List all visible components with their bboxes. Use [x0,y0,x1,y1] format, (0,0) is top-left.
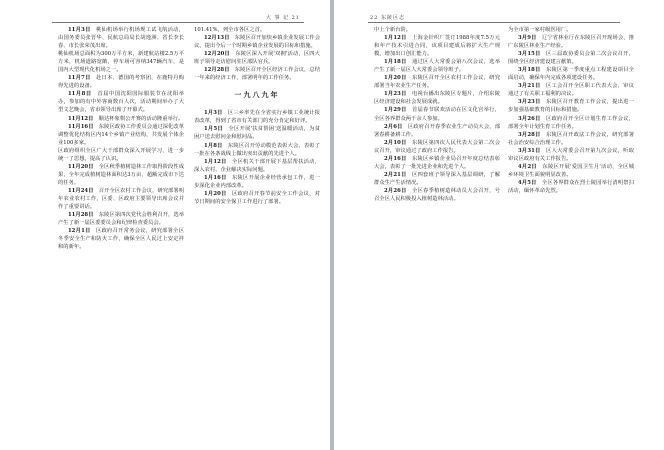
chronicle-entry [374,90,500,106]
entry-date: 4月2日 [518,163,543,170]
right-header-rule [368,22,620,23]
entry-date: 2月6日 [384,123,408,130]
right-column-1 [374,26,500,203]
entry-date: 1月29日 [384,107,413,114]
entry-text: 区政府召开常务会议，研究部署全区冬季安全生产和防火工作，确保全区人民过上安定祥和的新年。 [58,228,184,251]
entry-date: 12月20日 [204,51,236,58]
left-page-header: 大 事 记 21 [265,15,300,21]
entry-date: 11月8日 [68,91,98,98]
entry-date: 11月16日 [68,123,99,130]
entry-text: 东陵区深入开展'双拥'活动，区四大班子领导走访慰问驻区部队官兵。 [194,51,320,66]
entry-text: 首届中国沈阳国际服装节在沈阳举办，参加的有中外客商数百人次，活动期间举办了大型文艺晚会，省市领导出席了开幕式。 [58,91,184,114]
entry-date: 11月12日 [68,115,99,122]
chronicle-entry [58,115,184,123]
entry-text: 东陵区召开教育工作会议，提出进一步加强基础教育的目标和措施。 [508,99,634,114]
chronicle-entry [508,26,634,34]
entry-text: 东陵区召开全区农村工作会议，研究部署当年农业生产任务。 [374,75,500,90]
entry-date: 12月28日 [204,67,235,74]
entry-text: 区四套班子领导深入基层调研，了解群众生产生活情况。 [374,171,500,186]
chronicle-entry [374,155,500,171]
chronicle-entry [508,163,634,179]
left-header-rule [52,22,304,23]
chronicle-entry [508,147,634,163]
entry-date: 1月3日 [204,110,228,117]
entry-date: 3月28日 [518,131,547,138]
chronicle-entry [508,82,634,98]
right-page-header: 22 东陵区志 [370,15,405,21]
entry-text: 桃仙机场举行机场规工试飞航活动，由国务委员张晋华、民航总局局长胡逸洲、省长李长春、市长张荣茂出席。 [58,27,184,50]
entry-date: 1月12日 [384,35,412,42]
entry-date: 11月28日 [68,212,99,219]
entry-text: 全区开展'扶贫帮困'送温暖活动，为贫困户送去慰问金和慰问品。 [194,126,320,141]
entry-text: 东陵区召开劳动模范表彰大会，表彰了一批在各条战线上做出突出贡献的先进个人。 [194,142,320,157]
entry-text: 为全市第一家村级医用厂。 [508,27,572,33]
chronicle-entry [374,58,500,74]
chronicle-entry [194,158,320,174]
entry-date: 12月1日 [68,228,97,235]
chronicle-entry [374,139,500,155]
chronicle-entry [58,163,184,187]
chronicle-entry [194,142,320,158]
entry-text: 首届春节联欢活动在区文化宫举行，全区各界群众两千余人参加。 [374,107,500,122]
chronicle-entry [58,74,184,90]
chronicle-entry [58,90,184,114]
entry-date: 2月10日 [384,139,413,146]
entry-text: 东陵区政协工作委员会通过深化改革调整优化结构区内14个乡镇产业结构，共发展个体企业100多家。 [58,123,184,146]
entry-date: 4月5日 [518,179,542,186]
entry-text: 东陵区第一季度重点工程建设项目全面启动，确保年内完成各项建设任务。 [508,67,634,82]
chronicle-entry [194,174,320,190]
entry-date: 1月18日 [384,59,413,66]
entry-date: 2月16日 [384,155,413,162]
entry-date: 11月3日 [68,27,97,33]
chronicle-entry [508,50,634,66]
entry-date: 1月16日 [204,174,233,181]
entry-text: 东陵区乡镇企业局召开年度总结表彰大会，表彰了一批先进企业和先进个人。 [374,155,500,170]
entry-text: 区政府召开全区计划生育工作会议，部署全年计划生育工作任务。 [508,115,634,130]
entry-date: 1月20日 [384,75,413,82]
entry-date: 1月20日 [204,190,233,197]
entry-text: 区工会召开全区职工代表大会，审议通过了有关职工福利的决议。 [508,83,634,98]
entry-text: 全区秋季植树造林工作取得阶段性成果，全年完成植树造林面积达3万亩，超额完成市下达的任务。 [58,163,184,186]
entry-date: 3月23日 [518,99,547,106]
chronicle-entry [58,187,184,211]
left-column-2 [194,26,320,206]
entry-text: 区政府召开春节前安全工作会议，对节日期间的安全保卫工作进行了部署。 [194,190,320,205]
chronicle-entry [508,131,634,147]
chronicle-entry [374,187,500,203]
entry-text: 全区春季植树造林动员大会召开，号召全区人民积极投入植树造林活动。 [374,187,500,202]
entry-date: 11月7日 [68,75,97,82]
entry-text: 区政府召开春季农业生产动员大会，部署春耕备耕工作。 [374,123,500,138]
chronicle-entry [374,123,500,139]
chronicle-entry [508,115,634,131]
chronicle-entry [194,125,320,141]
chronicle-entry [194,34,320,50]
entry-date: 11月20日 [68,163,99,170]
chronicle-entry [374,26,500,34]
entry-text: 顺达杯象棋公开赛的活动隆重举行。 [98,115,184,122]
chronicle-entry [374,34,500,58]
entry-date: 1月5日 [204,126,229,133]
chronicle-entry [194,190,320,206]
entry-text: 全区机关干部开展下基层帮扶活动，深入农村、企业解决实际问题。 [194,158,320,173]
entry-date: 1月23日 [384,91,413,98]
entry-date: 3月21日 [518,83,547,90]
entry-date: 1月12日 [204,158,233,165]
chronicle-entry [58,26,184,50]
chronicle-entry [374,74,500,90]
entry-text: 东陵区召开加快乡镇企业发展工作会议，提出今后一个时期乡镇企业发展的目标和措施。 [194,35,320,50]
chronicle-entry [58,50,184,74]
entry-date: 2月21日 [384,171,413,178]
chronicle-entry [194,26,320,34]
entry-text: 桃仙机场总面积为300万平方米，新建航站楼2.5万平方米，机场道路宽敞，停车场可容纳347辆汽车，是国内大型现代化机场之一。 [58,51,184,74]
chronicle-entry [508,98,634,114]
entry-date: 3月18日 [518,67,547,74]
chronicle-entry [194,109,320,125]
entry-text: 区三届政协委员会第二次会议召开，围绕全区经济建设建言献策。 [508,51,634,66]
entry-text: 东陵区开展'爱国卫生月'活动，全区城乡环境卫生面貌明显改善。 [508,163,634,178]
chronicle-entry [194,66,320,82]
entry-text: 辽宁省林业厅在东陵区召开现场会，推广东陵区林业生产经验。 [508,35,634,50]
entry-text: 区三乡率先在全省实行乡镇工业统计报表改革，得到了省市有关部门的充分肯定和好评。 [194,110,320,125]
right-page [334,0,664,450]
entry-text: 召开全区农村工作会议，研究部署明年农业农村工作，区委、区政府主要领导出席会议并作了重要讲话。 [58,187,184,211]
chronicle-entry [58,147,184,163]
right-column-2 [508,26,634,195]
chronicle-entry [508,66,634,82]
entry-date: 3月26日 [518,115,547,122]
chronicle-entry [58,123,184,147]
entry-text: 东陵区召开全区经济工作会议，总结一年来的经济工作，部署明年的工作任务。 [194,67,320,82]
chronicle-entry [508,34,634,50]
entry-date: 1月8日 [204,142,228,149]
entry-text: 东陵区第四次人民代表大会第二次会议召开，审议通过了政府工作报告。 [374,139,500,154]
entry-text: 东陵区开展企业经营承包工作，进一步深化企业内部改革。 [194,174,320,189]
entry-date: 11月24日 [68,187,99,194]
entry-text: 全区各界群众在烈士陵园举行清明祭扫活动，缅怀革命先烈。 [508,179,634,194]
entry-date: 12月13日 [204,35,235,42]
entry-text: 中上个新台阶。 [374,27,412,33]
chronicle-entry [58,227,184,251]
entry-text: 东陵区召开政法工作会议，研究部署社会治安综合治理工作。 [508,131,634,146]
chronicle-entry [374,171,500,187]
chronicle-entry [58,211,184,227]
entry-text: 赴日本、德国的考察团，在鹿特丹购得先进的设备。 [58,75,184,90]
entry-date: 3月31日 [518,147,547,154]
entry-date: 3月15日 [518,51,547,58]
entry-text: 上海金针织厂签订1988年度7.5万元和年产技术引进合同，该项目建成后将扩大生产规模，增加出口创汇能力。 [374,35,501,58]
entry-text: 区政府组织全区广大干部群众深入开展学习，进一步统一了思想，提高了认识。 [58,147,184,162]
entry-text: 电视台播出东陵区专题片，介绍东陵区经济建设和社会发展成就。 [374,91,500,106]
entry-date: 2月26日 [384,187,413,194]
chronicle-entry [374,106,500,122]
chronicle-entry [194,50,320,66]
chronicle-entry [508,179,634,195]
left-column-1 [58,26,184,251]
entry-text: 通过区人大常委会第八次会议，选举产生了新一届区人大常委会领导班子。 [374,59,500,74]
entry-text: 东陵区第四次党代会胜利召开，选举产生了新一届区委委员会和纪律检查委员会。 [58,212,184,227]
entry-text: 区人大常委会召开第九次会议，听取审议区政府有关工作报告。 [508,147,634,162]
year-heading: 一九八九年 [234,90,280,100]
left-page [0,0,330,450]
entry-text: 101.41%，列全市各区之首。 [194,27,266,33]
entry-date: 3月9日 [518,35,542,42]
